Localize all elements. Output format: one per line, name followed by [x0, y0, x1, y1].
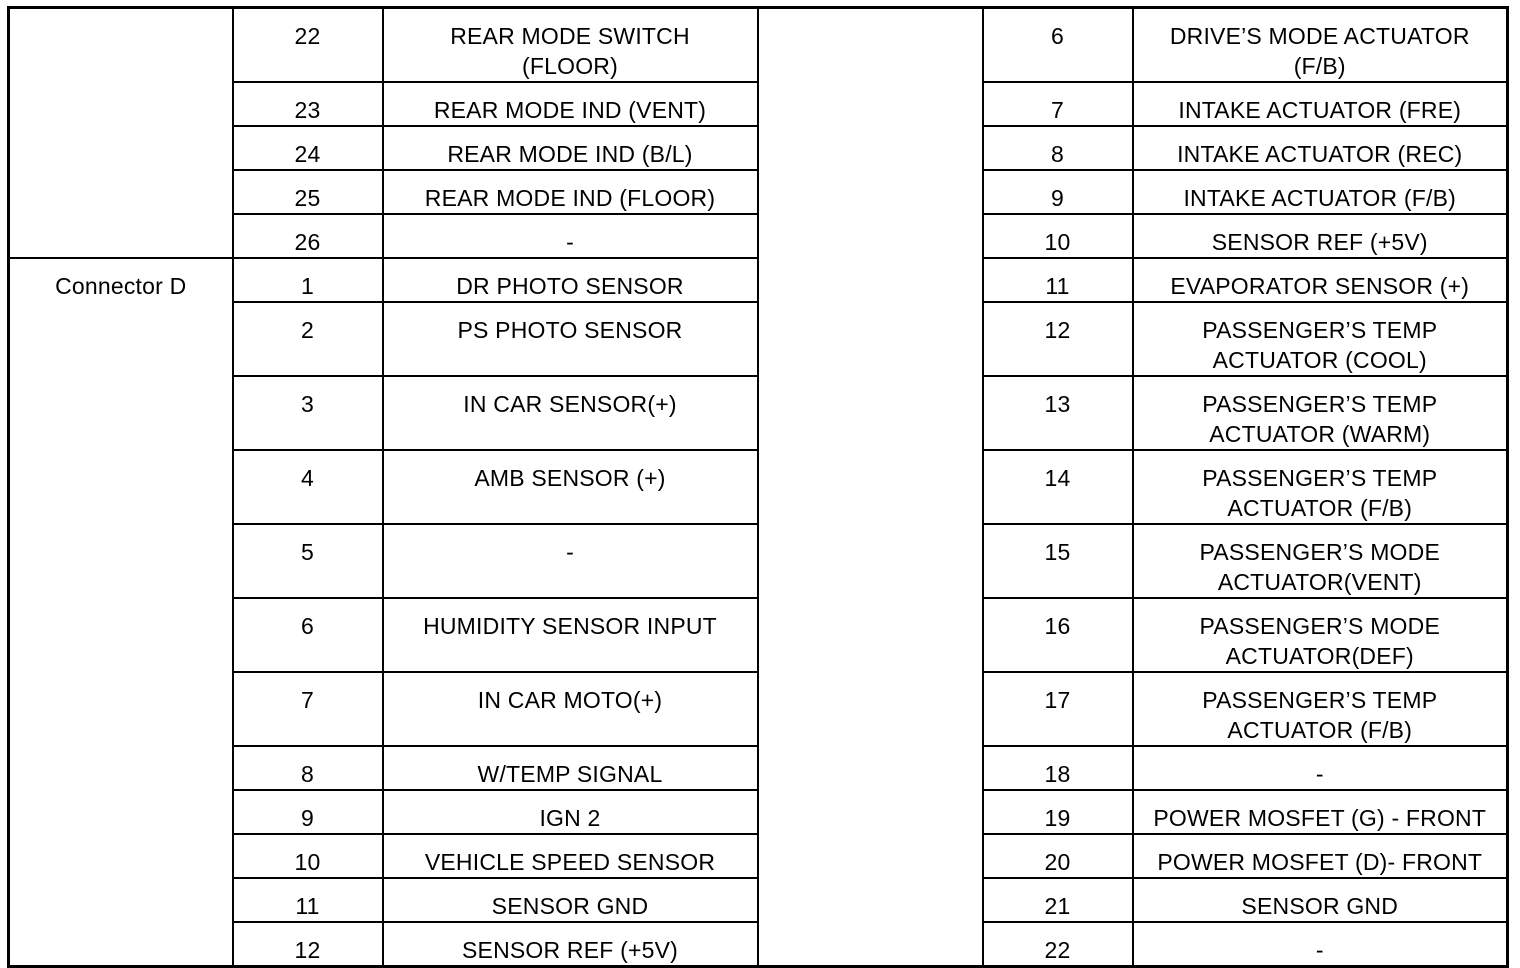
- right-pin-function: SENSOR GND: [1133, 878, 1508, 922]
- right-pin-function: -: [1133, 922, 1508, 967]
- left-pin-number: 9: [233, 790, 383, 834]
- left-pin-number: 1: [233, 258, 383, 302]
- right-pin-function: POWER MOSFET (D)- FRONT: [1133, 834, 1508, 878]
- table-row: [9, 922, 1508, 967]
- right-pin-number: 22: [983, 922, 1133, 967]
- connector-label: [9, 878, 233, 922]
- left-pin-function: IGN 2: [383, 790, 758, 834]
- table-row: [9, 376, 1508, 450]
- connector-label: [9, 8, 233, 83]
- left-pin-function: W/TEMP SIGNAL: [383, 746, 758, 790]
- left-pin-function: -: [383, 214, 758, 258]
- connector-label: [9, 302, 233, 376]
- right-pin-function: INTAKE ACTUATOR (REC): [1133, 126, 1508, 170]
- right-pin-number: 6: [983, 8, 1133, 83]
- right-pin-number: 18: [983, 746, 1133, 790]
- left-pin-function: IN CAR MOTO(+): [383, 672, 758, 746]
- table-row: [9, 170, 1508, 214]
- table-row: [9, 790, 1508, 834]
- connector-label: [9, 790, 233, 834]
- connector-label: [9, 376, 233, 450]
- right-pin-function: PASSENGER’S TEMP ACTUATOR (COOL): [1133, 302, 1508, 376]
- right-pin-function: -: [1133, 746, 1508, 790]
- left-pin-number: 26: [233, 214, 383, 258]
- right-pin-function: INTAKE ACTUATOR (FRE): [1133, 82, 1508, 126]
- connector-label: [9, 834, 233, 878]
- right-pin-number: 14: [983, 450, 1133, 524]
- left-pin-function: REAR MODE SWITCH (FLOOR): [383, 8, 758, 83]
- left-pin-function: REAR MODE IND (FLOOR): [383, 170, 758, 214]
- blank-column-cell: [758, 672, 983, 746]
- left-pin-number: 7: [233, 672, 383, 746]
- right-pin-function: INTAKE ACTUATOR (F/B): [1133, 170, 1508, 214]
- right-pin-number: 12: [983, 302, 1133, 376]
- right-pin-number: 10: [983, 214, 1133, 258]
- left-pin-number: 10: [233, 834, 383, 878]
- blank-column-cell: [758, 834, 983, 878]
- table-row: [9, 834, 1508, 878]
- left-pin-number: 4: [233, 450, 383, 524]
- left-pin-function: HUMIDITY SENSOR INPUT: [383, 598, 758, 672]
- table-row: [9, 746, 1508, 790]
- right-pin-number: 20: [983, 834, 1133, 878]
- blank-column-cell: [758, 214, 983, 258]
- left-pin-number: 24: [233, 126, 383, 170]
- right-pin-number: 9: [983, 170, 1133, 214]
- blank-column-cell: [758, 598, 983, 672]
- right-pin-function: PASSENGER’S MODE ACTUATOR(VENT): [1133, 524, 1508, 598]
- left-pin-number: 11: [233, 878, 383, 922]
- table-row: [9, 672, 1508, 746]
- pin-table-body: [9, 8, 1508, 967]
- blank-column-cell: [758, 126, 983, 170]
- left-pin-number: 22: [233, 8, 383, 83]
- table-row: [9, 214, 1508, 258]
- left-pin-number: 5: [233, 524, 383, 598]
- right-pin-number: 8: [983, 126, 1133, 170]
- left-pin-function: REAR MODE IND (VENT): [383, 82, 758, 126]
- left-pin-number: 8: [233, 746, 383, 790]
- table-row: [9, 598, 1508, 672]
- connector-label: [9, 524, 233, 598]
- blank-column-cell: [758, 302, 983, 376]
- right-pin-number: 15: [983, 524, 1133, 598]
- left-pin-number: 23: [233, 82, 383, 126]
- table-row: [9, 82, 1508, 126]
- right-pin-number: 7: [983, 82, 1133, 126]
- left-pin-number: 12: [233, 922, 383, 967]
- left-pin-number: 6: [233, 598, 383, 672]
- left-pin-function: DR PHOTO SENSOR: [383, 258, 758, 302]
- left-pin-number: 25: [233, 170, 383, 214]
- blank-column-cell: [758, 450, 983, 524]
- right-pin-number: 19: [983, 790, 1133, 834]
- right-pin-number: 13: [983, 376, 1133, 450]
- left-pin-function: SENSOR REF (+5V): [383, 922, 758, 967]
- left-pin-function: PS PHOTO SENSOR: [383, 302, 758, 376]
- right-pin-function: PASSENGER’S MODE ACTUATOR(DEF): [1133, 598, 1508, 672]
- connector-label: [9, 598, 233, 672]
- connector-label: [9, 746, 233, 790]
- connector-label: [9, 450, 233, 524]
- left-pin-function: IN CAR SENSOR(+): [383, 376, 758, 450]
- blank-column-cell: [758, 8, 983, 83]
- connector-pin-table: [7, 6, 1509, 968]
- table-row: [9, 258, 1508, 302]
- right-pin-function: POWER MOSFET (G) - FRONT: [1133, 790, 1508, 834]
- blank-column-cell: [758, 376, 983, 450]
- table-row: [9, 524, 1508, 598]
- connector-label: [9, 214, 233, 258]
- blank-column-cell: [758, 746, 983, 790]
- connector-label: [9, 922, 233, 967]
- connector-label: [9, 672, 233, 746]
- right-pin-function: SENSOR REF (+5V): [1133, 214, 1508, 258]
- blank-column-cell: [758, 922, 983, 967]
- table-row: [9, 450, 1508, 524]
- blank-column-cell: [758, 878, 983, 922]
- blank-column-cell: [758, 82, 983, 126]
- connector-label: Connector D: [9, 258, 233, 302]
- connector-label: [9, 170, 233, 214]
- right-pin-function: PASSENGER’S TEMP ACTUATOR (F/B): [1133, 450, 1508, 524]
- right-pin-number: 11: [983, 258, 1133, 302]
- left-pin-function: REAR MODE IND (B/L): [383, 126, 758, 170]
- left-pin-function: SENSOR GND: [383, 878, 758, 922]
- right-pin-function: PASSENGER’S TEMP ACTUATOR (F/B): [1133, 672, 1508, 746]
- left-pin-function: -: [383, 524, 758, 598]
- right-pin-number: 21: [983, 878, 1133, 922]
- right-pin-number: 16: [983, 598, 1133, 672]
- blank-column-cell: [758, 524, 983, 598]
- right-pin-function: EVAPORATOR SENSOR (+): [1133, 258, 1508, 302]
- left-pin-function: AMB SENSOR (+): [383, 450, 758, 524]
- blank-column-cell: [758, 790, 983, 834]
- table-row: [9, 8, 1508, 83]
- right-pin-function: PASSENGER’S TEMP ACTUATOR (WARM): [1133, 376, 1508, 450]
- table-row: [9, 878, 1508, 922]
- left-pin-number: 2: [233, 302, 383, 376]
- left-pin-function: VEHICLE SPEED SENSOR: [383, 834, 758, 878]
- table-row: [9, 302, 1508, 376]
- connector-label: [9, 126, 233, 170]
- right-pin-function: DRIVE’S MODE ACTUATOR (F/B): [1133, 8, 1508, 83]
- table-row: [9, 126, 1508, 170]
- blank-column-cell: [758, 170, 983, 214]
- right-pin-number: 17: [983, 672, 1133, 746]
- left-pin-number: 3: [233, 376, 383, 450]
- blank-column-cell: [758, 258, 983, 302]
- connector-label: [9, 82, 233, 126]
